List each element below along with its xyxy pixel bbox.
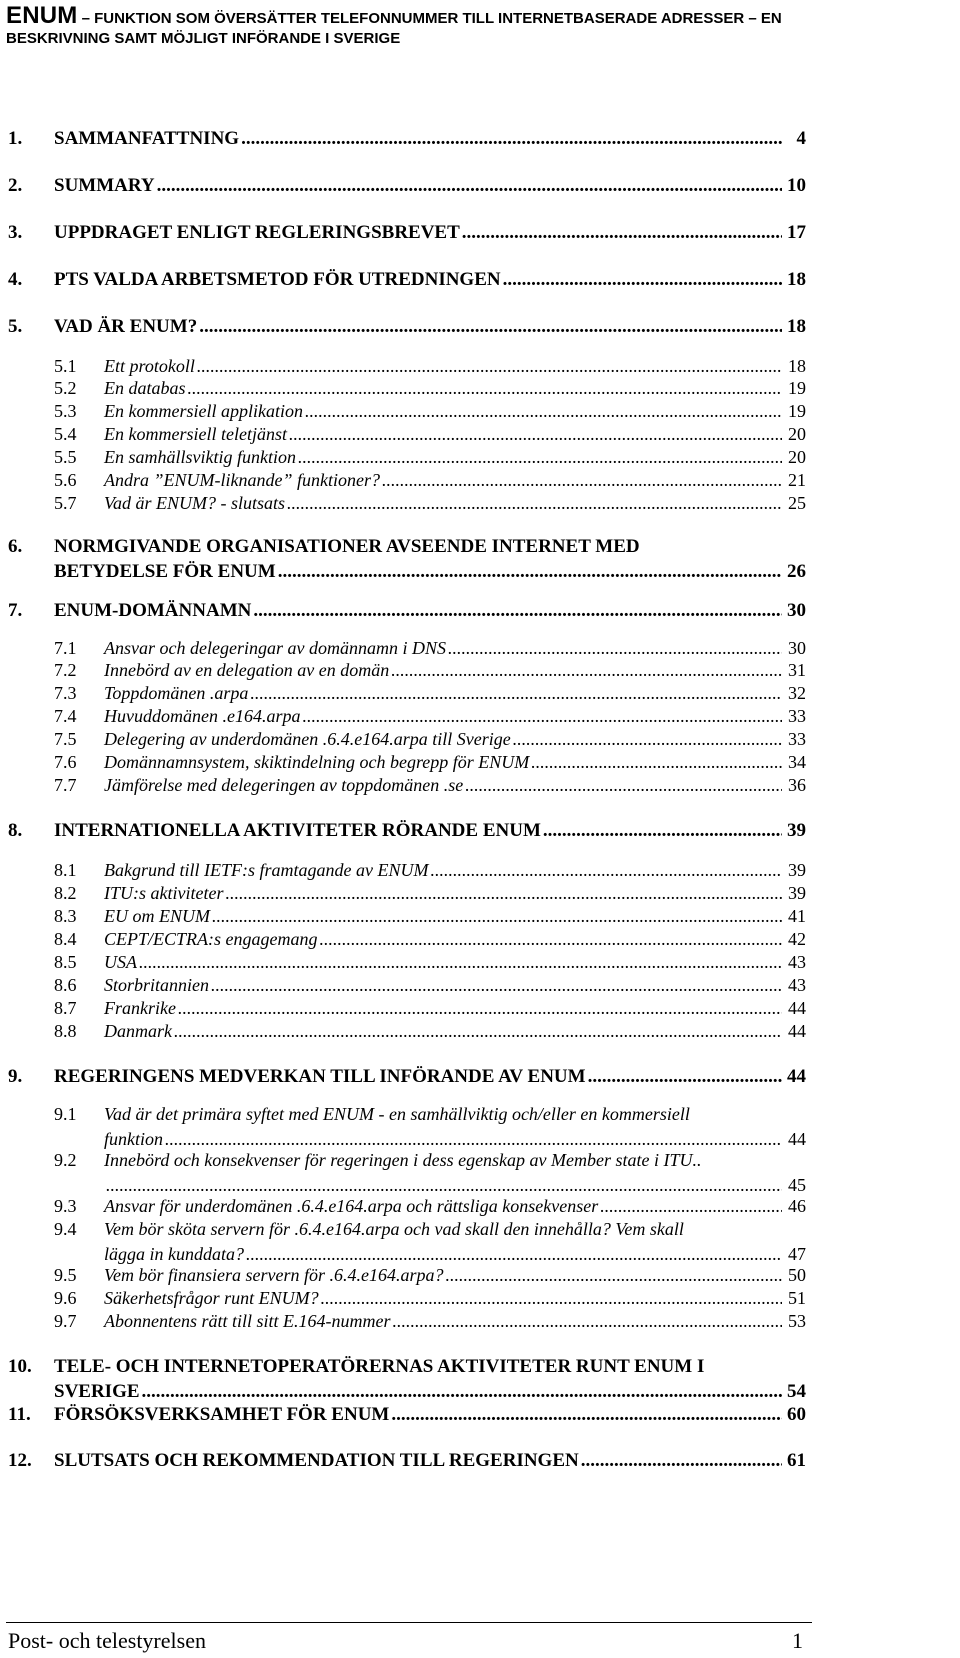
toc-entry-page: 51 bbox=[788, 1288, 806, 1308]
toc-leader-dots bbox=[448, 638, 782, 659]
toc-entry-number: 9.6 bbox=[54, 1288, 77, 1308]
toc-leader-dots bbox=[445, 1265, 782, 1286]
toc-entry-title-text: NORMGIVANDE ORGANISATIONER AVSEENDE INTERNET MED bbox=[54, 536, 640, 557]
toc-entry-title-text: Vad är det primära syftet med ENUM - en samhällviktig och/eller en kommersiell bbox=[104, 1104, 690, 1124]
toc-entry-title-text: Innebörd av en delegation av en domän bbox=[104, 660, 390, 680]
header-enum-title: ENUM bbox=[6, 2, 78, 29]
toc-entry-number: 5.7 bbox=[54, 493, 77, 513]
toc-entry-number: 5.1 bbox=[54, 356, 77, 376]
toc-entry-title bbox=[104, 1219, 806, 1268]
toc-entry-title-text: En kommersiell teletjänst bbox=[104, 424, 287, 444]
toc-entry-number: 7.6 bbox=[54, 752, 77, 772]
toc-entry-title-text: Ansvar och delegeringar av domännamn i DNS bbox=[104, 638, 446, 658]
toc-leader-dots bbox=[462, 222, 782, 244]
toc-entry-number: 3. bbox=[8, 222, 23, 243]
toc-leader-dots bbox=[391, 1404, 782, 1426]
toc-entry-title bbox=[104, 1311, 806, 1336]
toc-leader-dots bbox=[513, 729, 782, 750]
toc-entry-page: 18 bbox=[787, 316, 806, 337]
toc-entry-number: 9.3 bbox=[54, 1196, 77, 1216]
toc-entry-page: 50 bbox=[788, 1265, 806, 1285]
toc-entry-title bbox=[54, 1356, 806, 1405]
toc-entry-title bbox=[54, 600, 806, 625]
toc-leader-dots bbox=[321, 1288, 782, 1309]
toc-entry-title bbox=[104, 1196, 806, 1221]
toc-entry-page: 33 bbox=[788, 729, 806, 749]
toc-entry-title-text: Storbritannien bbox=[104, 975, 210, 995]
toc-leader-dots bbox=[197, 356, 782, 377]
toc-entry-title bbox=[54, 222, 806, 247]
toc-leader-dots bbox=[289, 424, 782, 445]
toc-entry-title-text: TELE- OCH INTERNETOPERATÖRERNAS AKTIVITETER RUNT ENUM I bbox=[54, 1356, 705, 1377]
toc-entry-title bbox=[104, 356, 806, 381]
toc-entry-title-text: Abonnentens rätt till sitt E.164-nummer bbox=[104, 1311, 391, 1331]
toc-entry-page: 10 bbox=[787, 175, 806, 196]
toc-entry-title bbox=[54, 1404, 806, 1429]
toc-entry-page: 25 bbox=[788, 493, 806, 513]
toc-leader-dots bbox=[225, 883, 782, 904]
toc-entry-number: 8.4 bbox=[54, 929, 77, 949]
toc-leader-dots bbox=[278, 561, 782, 583]
toc-entry-title-text: Toppdomänen .arpa bbox=[104, 683, 249, 703]
toc-entry-page: 18 bbox=[787, 269, 806, 290]
toc-entry-number: 2. bbox=[8, 175, 23, 196]
toc-leader-dots bbox=[211, 975, 782, 996]
toc-entry-number: 8.1 bbox=[54, 860, 77, 880]
toc-entry-page: 53 bbox=[788, 1311, 806, 1331]
toc-entry-title bbox=[104, 638, 806, 663]
toc-entry-page: 26 bbox=[787, 560, 806, 582]
toc-entry-title-text: Danmark bbox=[104, 1021, 172, 1041]
toc-entry-page: 32 bbox=[788, 683, 806, 703]
toc-entry-title-text: CEPT/ECTRA:s engagemang bbox=[104, 929, 318, 949]
toc-entry-title bbox=[104, 929, 806, 954]
toc-entry-title-text: Innebörd och konsekvenser för regeringen i dess egenskap av Member state i ITU.. bbox=[104, 1150, 702, 1170]
toc-entry-number: 7.3 bbox=[54, 683, 77, 703]
header-subtitle-line1: – FUNKTION SOM ÖVERSÄTTER TELEFONNUMMER TILL INTERNETBASERADE ADRESSER – EN bbox=[77, 10, 782, 27]
toc-entry-title bbox=[104, 401, 806, 426]
toc-leader-dots bbox=[199, 316, 782, 338]
toc-entry-page: 41 bbox=[788, 906, 806, 926]
toc-entry-title-text: SLUTSATS OCH REKOMMENDATION TILL REGERINGEN bbox=[54, 1450, 579, 1471]
toc-entry-title-text: Säkerhetsfrågor runt ENUM? bbox=[104, 1288, 319, 1308]
toc-leader-dots bbox=[581, 1450, 782, 1472]
toc-entry-page: 43 bbox=[788, 975, 806, 995]
toc-entry-title-text: Ett protokoll bbox=[104, 356, 195, 376]
toc-leader-dots bbox=[382, 470, 782, 491]
footer-page-number: 1 bbox=[792, 1628, 803, 1653]
toc-entry-title bbox=[54, 820, 806, 845]
toc-entry-page: 19 bbox=[788, 378, 806, 398]
toc-entry-number: 11. bbox=[8, 1404, 31, 1425]
toc-entry-number: 6. bbox=[8, 536, 23, 557]
toc-entry-number: 7.7 bbox=[54, 775, 77, 795]
toc-leader-dots bbox=[287, 493, 782, 514]
toc-entry-title bbox=[104, 860, 806, 885]
toc-entry-title-text: SUMMARY bbox=[54, 175, 155, 196]
toc-entry-number: 7.4 bbox=[54, 706, 77, 726]
toc-entry-title bbox=[104, 752, 806, 777]
toc-leader-dots bbox=[320, 929, 783, 950]
toc-entry-number: 5.5 bbox=[54, 447, 77, 467]
toc-entry-number: 7.2 bbox=[54, 660, 77, 680]
toc-entry-number: 10. bbox=[8, 1356, 32, 1377]
toc-entry-title bbox=[104, 906, 806, 931]
toc-entry-page: 45 bbox=[788, 1174, 806, 1195]
toc-entry-title bbox=[104, 683, 806, 708]
toc-entry-number: 7.5 bbox=[54, 729, 77, 749]
toc-entry-title bbox=[104, 447, 806, 472]
toc-entry-page: 30 bbox=[788, 638, 806, 658]
toc-leader-dots bbox=[600, 1196, 782, 1217]
toc-entry-title-text: INTERNATIONELLA AKTIVITETER RÖRANDE ENUM bbox=[54, 820, 541, 841]
toc-entry-title-text: Ansvar för underdomänen .6.4.e164.arpa och rättsliga konsekvenser bbox=[104, 1196, 599, 1216]
toc-entry-title bbox=[104, 975, 806, 1000]
toc-entry-number: 8.2 bbox=[54, 883, 77, 903]
toc-entry-title-text: Vad är ENUM? - slutsats bbox=[104, 493, 286, 513]
toc-leader-dots bbox=[106, 1175, 782, 1196]
footer-publisher: Post- och telestyrelsen bbox=[8, 1628, 206, 1653]
toc-entry-number: 5. bbox=[8, 316, 23, 337]
toc-entry-number: 8.5 bbox=[54, 952, 77, 972]
toc-entry-number: 9.4 bbox=[54, 1219, 77, 1239]
toc-entry-title-text: EU om ENUM bbox=[104, 906, 210, 926]
toc-entry-title bbox=[104, 775, 806, 800]
toc-entry-title bbox=[104, 729, 806, 754]
toc-entry-title bbox=[104, 1150, 806, 1199]
toc-entry-page: 39 bbox=[787, 820, 806, 841]
toc-entry-number: 5.2 bbox=[54, 378, 77, 398]
toc-leader-dots bbox=[391, 660, 782, 681]
toc-entry-title-text: Jämförelse med delegeringen av toppdomänen .se bbox=[104, 775, 464, 795]
toc-entry-page: 47 bbox=[788, 1243, 806, 1264]
toc-leader-dots bbox=[246, 1244, 782, 1265]
toc-entry-page: 4 bbox=[796, 128, 806, 149]
toc-entry-page: 44 bbox=[788, 1021, 806, 1041]
toc-entry-title bbox=[104, 660, 806, 685]
toc-entry-page: 18 bbox=[788, 356, 806, 376]
toc-entry-title-text: Frankrike bbox=[104, 998, 176, 1018]
toc-entry-title bbox=[104, 1288, 806, 1313]
toc-entry-title-text: ITU:s aktiviteter bbox=[104, 883, 224, 903]
toc-leader-dots bbox=[212, 906, 782, 927]
toc-entry-page: 43 bbox=[788, 952, 806, 972]
toc-entry-page: 39 bbox=[788, 883, 806, 903]
toc-entry-number: 5.6 bbox=[54, 470, 77, 490]
toc-entry-title-text: SAMMANFATTNING bbox=[54, 128, 240, 149]
toc-entry-page: 42 bbox=[788, 929, 806, 949]
toc-entry-title bbox=[54, 128, 806, 153]
toc-entry-title-text: USA bbox=[104, 952, 137, 972]
toc-leader-dots bbox=[174, 1021, 782, 1042]
toc-entry-page: 54 bbox=[787, 1380, 806, 1402]
toc-entry-number: 9. bbox=[8, 1066, 23, 1087]
toc-entry-page: 31 bbox=[788, 660, 806, 680]
toc-entry-title bbox=[104, 378, 806, 403]
toc-entry-title bbox=[104, 998, 806, 1023]
toc-entry-title bbox=[54, 175, 806, 200]
toc-entry-number: 7. bbox=[8, 600, 23, 621]
toc-entry-title-text: ENUM-DOMÄNNAMN bbox=[54, 600, 252, 621]
toc-entry-page: 19 bbox=[788, 401, 806, 421]
toc-entry-number: 8.3 bbox=[54, 906, 77, 926]
toc-entry-title bbox=[54, 316, 806, 341]
toc-entry-page: 44 bbox=[788, 1128, 806, 1149]
toc-entry-title bbox=[104, 1021, 806, 1046]
toc-entry-title-text: En databas bbox=[104, 378, 186, 398]
toc-entry-title bbox=[54, 536, 806, 585]
toc-entry-title bbox=[104, 952, 806, 977]
toc-leader-dots bbox=[298, 447, 782, 468]
header-subtitle-line2: BESKRIVNING SAMT MÖJLIGT INFÖRANDE I SVERIGE bbox=[6, 30, 401, 48]
toc-entry-title-text: Bakgrund till IETF:s framtagande av ENUM bbox=[104, 860, 429, 880]
toc-leader-dots bbox=[543, 820, 782, 842]
toc-leader-dots bbox=[392, 1311, 782, 1332]
toc-entry-page: 20 bbox=[788, 424, 806, 444]
running-header bbox=[6, 2, 906, 48]
toc-entry-title-text: Delegering av underdomänen .6.4.e164.arpa till Sverige bbox=[104, 729, 511, 749]
toc-entry-title bbox=[104, 1265, 806, 1290]
toc-leader-dots bbox=[588, 1066, 782, 1088]
toc-leader-dots bbox=[188, 378, 782, 399]
toc-entry-number: 5.4 bbox=[54, 424, 77, 444]
toc-entry-title-text: REGERINGENS MEDVERKAN TILL INFÖRANDE AV ENUM bbox=[54, 1066, 586, 1087]
toc-entry-page: 46 bbox=[788, 1196, 806, 1216]
toc-entry-title-text: BETYDELSE FÖR ENUM bbox=[54, 560, 276, 582]
toc-entry-title-text: Vem bör sköta servern för .6.4.e164.arpa och vad skall den innehålla? Vem skall bbox=[104, 1219, 684, 1239]
toc-entry-title-text: SVERIGE bbox=[54, 1380, 140, 1402]
toc-entry-page: 60 bbox=[787, 1404, 806, 1425]
toc-leader-dots bbox=[430, 860, 782, 881]
toc-entry-title bbox=[104, 424, 806, 449]
toc-entry-number: 9.2 bbox=[54, 1150, 77, 1170]
toc-entry-title bbox=[54, 1066, 806, 1091]
toc-leader-dots bbox=[165, 1129, 782, 1150]
toc-entry-title-text: lägga in kunddata? bbox=[104, 1243, 244, 1264]
toc-entry-page: 20 bbox=[788, 447, 806, 467]
toc-entry-title-text: Vem bör finansiera servern för .6.4.e164.arpa? bbox=[104, 1265, 444, 1285]
toc-entry-title-text: UPPDRAGET ENLIGT REGLERINGSBREVET bbox=[54, 222, 460, 243]
toc-leader-dots bbox=[253, 600, 782, 622]
toc-entry-page: 17 bbox=[787, 222, 806, 243]
toc-entry-page: 39 bbox=[788, 860, 806, 880]
footer-divider bbox=[6, 1622, 812, 1623]
toc-leader-dots bbox=[178, 998, 782, 1019]
toc-entry-number: 9.1 bbox=[54, 1104, 77, 1124]
toc-entry-title-text: Andra ”ENUM-liknande” funktioner? bbox=[104, 470, 380, 490]
toc-entry-number: 7.1 bbox=[54, 638, 77, 658]
toc-entry-title-text: PTS VALDA ARBETSMETOD FÖR UTREDNINGEN bbox=[54, 269, 501, 290]
toc-entry-number: 4. bbox=[8, 269, 23, 290]
toc-entry-page: 61 bbox=[787, 1450, 806, 1471]
toc-entry-title bbox=[104, 706, 806, 731]
toc-entry-title-text: VAD ÄR ENUM? bbox=[54, 316, 198, 337]
toc-entry-page: 34 bbox=[788, 752, 806, 772]
toc-entry-title-text: FÖRSÖKSVERKSAMHET FÖR ENUM bbox=[54, 1404, 390, 1425]
toc-leader-dots bbox=[503, 269, 782, 291]
toc-entry-title-text: En kommersiell applikation bbox=[104, 401, 303, 421]
toc-entry-title bbox=[104, 493, 806, 518]
toc-entry-title bbox=[54, 1450, 806, 1475]
toc-entry-number: 8.7 bbox=[54, 998, 77, 1018]
toc-entry-page: 30 bbox=[787, 600, 806, 621]
toc-leader-dots bbox=[305, 401, 782, 422]
toc-entry-number: 5.3 bbox=[54, 401, 77, 421]
toc-entry-title-text: En samhällsviktig funktion bbox=[104, 447, 296, 467]
toc-entry-number: 9.5 bbox=[54, 1265, 77, 1285]
toc-entry-title bbox=[104, 1104, 806, 1153]
toc-entry-page: 21 bbox=[788, 470, 806, 490]
toc-leader-dots bbox=[142, 1381, 782, 1403]
toc-entry-page: 44 bbox=[788, 998, 806, 1018]
toc-leader-dots bbox=[465, 775, 782, 796]
toc-entry-number: 8.8 bbox=[54, 1021, 77, 1041]
toc-entry-page: 44 bbox=[787, 1066, 806, 1087]
toc-entry-number: 8. bbox=[8, 820, 23, 841]
toc-entry-number: 1. bbox=[8, 128, 23, 149]
toc-entry-title-text: Domännamnsystem, skiktindelning och begrepp för ENUM bbox=[104, 752, 530, 772]
toc-leader-dots bbox=[531, 752, 782, 773]
toc-leader-dots bbox=[302, 706, 782, 727]
toc-entry-number: 8.6 bbox=[54, 975, 77, 995]
toc-entry-title-text: Huvuddomänen .e164.arpa bbox=[104, 706, 301, 726]
toc-entry-title bbox=[104, 883, 806, 908]
toc-entry-title bbox=[54, 269, 806, 294]
toc-entry-title-text: funktion bbox=[104, 1128, 163, 1149]
toc-leader-dots bbox=[139, 952, 782, 973]
toc-entry-number: 9.7 bbox=[54, 1311, 77, 1331]
toc-entry-title bbox=[104, 470, 806, 495]
toc-entry-page: 33 bbox=[788, 706, 806, 726]
toc-entry-number: 12. bbox=[8, 1450, 32, 1471]
toc-leader-dots bbox=[157, 175, 782, 197]
toc-entry-page: 36 bbox=[788, 775, 806, 795]
toc-leader-dots bbox=[250, 683, 782, 704]
toc-leader-dots bbox=[241, 128, 782, 150]
